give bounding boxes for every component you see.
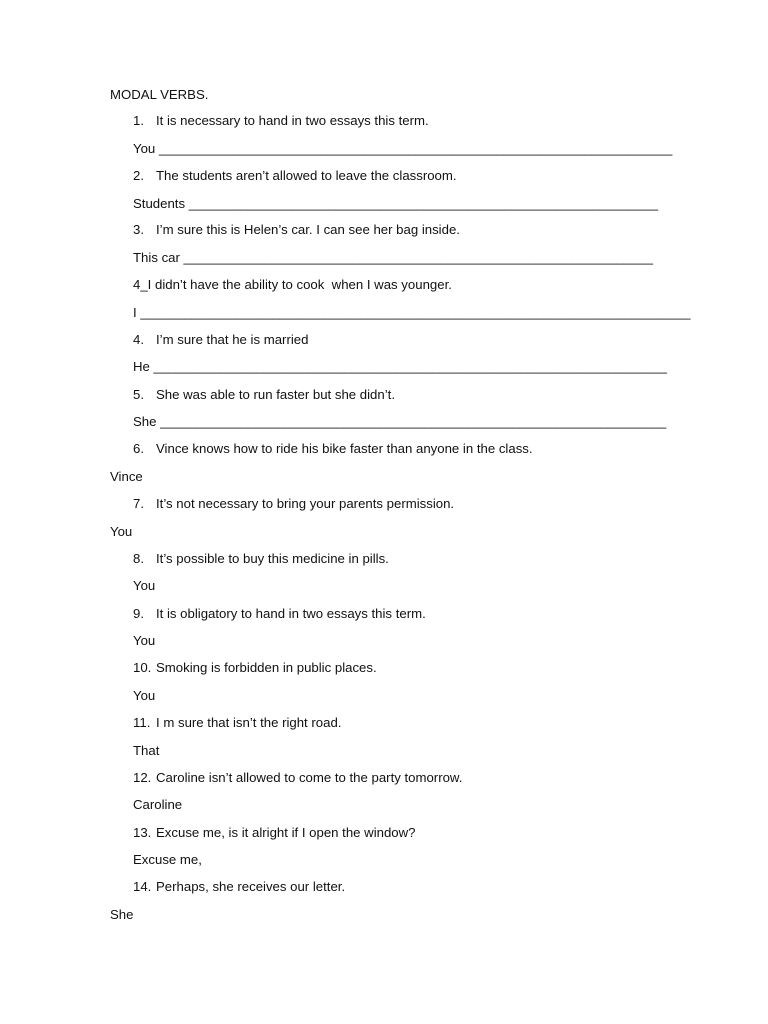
item-prompt: I m sure that isn’t the right road. (156, 715, 342, 730)
item-number: 7. (133, 496, 144, 511)
answer-line: He ______________________________________________________________________ (133, 359, 667, 374)
item-prompt: It’s possible to buy this medicine in pills. (156, 551, 389, 566)
item-prompt: Caroline isn’t allowed to come to the party tomorrow. (156, 770, 463, 785)
item-number: 1. (133, 113, 144, 128)
answer-start: You (110, 524, 133, 539)
item-prompt: Perhaps, she receives our letter. (156, 879, 346, 894)
answer-line: This car ________________________________________________________________ (133, 250, 653, 265)
item-number: 10. (133, 660, 152, 675)
item-number: 3. (133, 222, 144, 237)
answer-line: I ___________________________________________________________________________ (133, 305, 691, 320)
item-prompt: Excuse me, is it alright if I open the window? (156, 825, 416, 840)
item-prompt: The students aren’t allowed to leave the classroom. (156, 168, 457, 183)
item-prompt: 4_I didn’t have the ability to cook when I was younger. (133, 277, 452, 292)
answer-line: Students ________________________________________________________________ (133, 196, 659, 211)
item-prompt: I’m sure that he is married (156, 332, 309, 347)
item-prompt: Vince knows how to ride his bike faster than anyone in the class. (156, 441, 533, 456)
item-number: 13. (133, 825, 152, 840)
answer-start: She (110, 907, 134, 922)
answer-start: Excuse me, (133, 852, 202, 867)
item-number: 8. (133, 551, 144, 566)
answer-start: You (133, 688, 156, 703)
item-number: 6. (133, 441, 144, 456)
item-prompt: It is necessary to hand in two essays this term. (156, 113, 429, 128)
item-prompt: I’m sure this is Helen’s car. I can see her bag inside. (156, 222, 460, 237)
item-number: 12. (133, 770, 152, 785)
item-prompt: Smoking is forbidden in public places. (156, 660, 377, 675)
item-number: 2. (133, 168, 144, 183)
item-number: 5. (133, 387, 144, 402)
answer-start: Caroline (133, 797, 183, 812)
item-prompt: It’s not necessary to bring your parents permission. (156, 496, 455, 511)
answer-start: Vince (110, 469, 143, 484)
item-number: 14. (133, 879, 152, 894)
answer-line: She _____________________________________________________________________ (133, 414, 667, 429)
item-number: 4. (133, 332, 144, 347)
answer-start: You (133, 633, 156, 648)
item-number: 9. (133, 606, 144, 621)
page-title: MODAL VERBS. (110, 87, 209, 102)
item-prompt: She was able to run faster but she didn’t. (156, 387, 395, 402)
answer-start: That (133, 743, 160, 758)
answer-start: You (133, 578, 156, 593)
answer-line: You ______________________________________________________________________ (133, 141, 673, 156)
item-prompt: It is obligatory to hand in two essays this term. (156, 606, 426, 621)
item-number: 11. (133, 715, 151, 730)
